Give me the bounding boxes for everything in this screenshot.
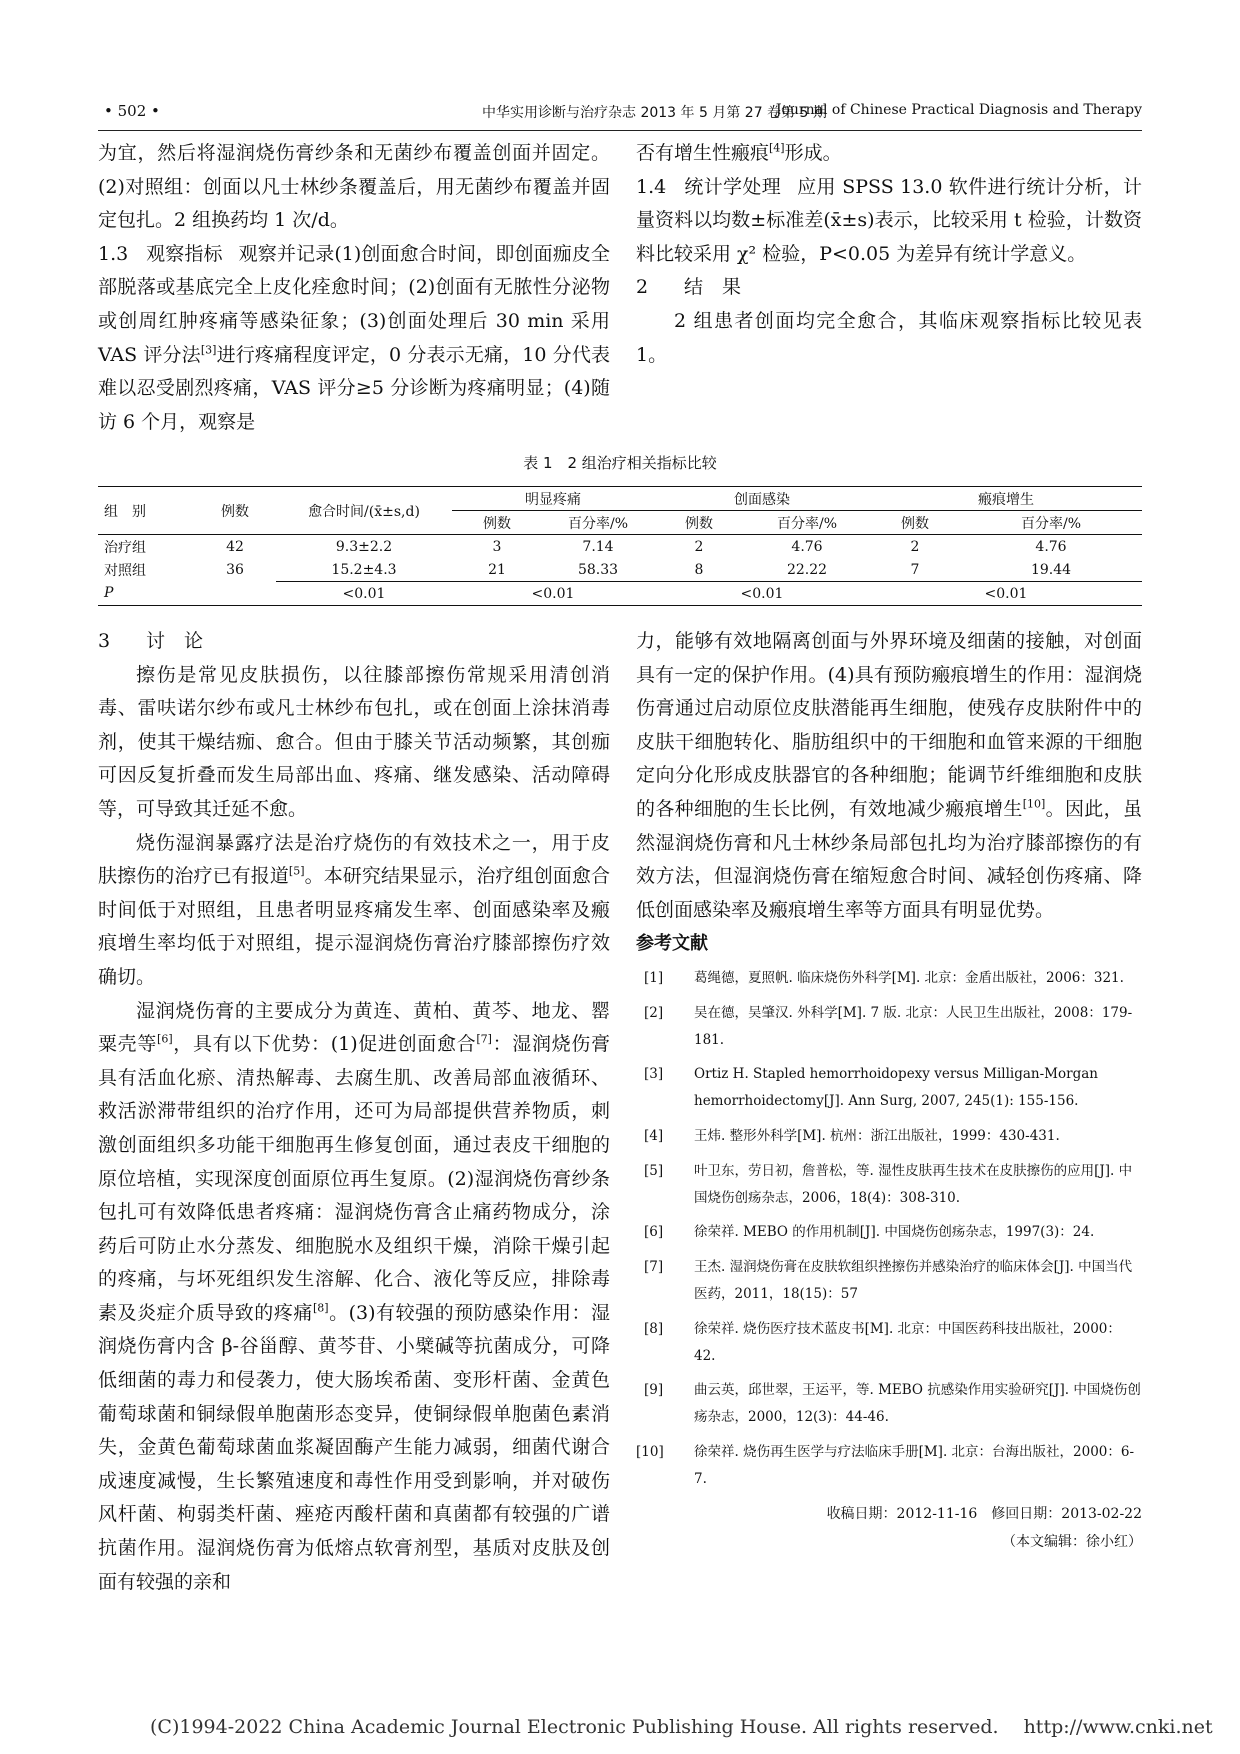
header-rule [98,130,1142,131]
table-title: 表 1 2 组治疗相关指标比较 [523,454,717,472]
results-paragraph: 2 组患者创面均完全愈合，其临床观察指标比较见表 1。 [636,309,1142,366]
header-n: 例数 [452,511,542,535]
reference-item: [2] 吴在德，吴肇汉. 外科学[M]. 7 版. 北京：人民卫生出版社，2008：179-181. [644,1004,1133,1048]
table-row: 治疗组 42 9.3±2.2 3 7.14 2 4.76 2 4.76 [104,538,1067,556]
citation: [7] [476,1032,492,1046]
section-2-heading [636,271,1142,305]
header-pct: 百分率/% [960,511,1142,535]
header-cases: 例数 [194,487,276,535]
citation: [8] [312,1301,329,1315]
page-number: • 502 • [104,102,160,120]
editor-note: （本文编辑：徐小红） [1002,1534,1142,1551]
section-title: 讨 论 [146,630,204,652]
citation: [3] [200,343,217,357]
reference-item: [3] Ortiz H. Stapled hemorrhoidopexy versus Milligan-Morgan hemorrhoidectomy[J]. Ann Surg, 2007, 245(1): 155-156. [644,1066,1098,1110]
reference-item: [9] 曲云英，邱世翠，王运平，等. MEBO 抗感染作用实验研究[J]. 中国烧伤创疡杂志，2000，12(3)：44-46. [644,1382,1141,1426]
section-number: 1.4 [636,175,667,198]
section-1-3: 1.3 观察指标 观察并记录(1)创面愈合时间，即创面痂皮全部脱落或基底完全上皮化痊愈时间；(2)创面有无脓性分泌物或创周红肿疼痛等感染征象；(3)创面处理后 30 min 采用 VAS 评分法[3]进行疼痛程度评定，0 分表示无痛，10 分代表难以忍受剧烈疼痛，VAS 评分≥5 分诊断为疼痛明显；(4)随访 6 个月，观察是 [98,238,610,440]
section-title: 观察指标 [146,242,223,265]
discussion-paragraph: 力，能够有效地隔离创面与外界环境及细菌的接触，对创面具有一定的保护作用。(4)具有预防瘢痕增生的作用：湿润烧伤膏通过启动原位皮肤潜能再生细胞，使残存皮肤附件中的皮肤干细胞转化、脂肪组织中的干细胞和血管来源的干细胞定向分化形成皮肤器官的各种细胞；能调节纤维细胞和皮肤的各种细胞的生长比例，有效地减少瘢痕增生[10]。因此，虽然湿润烧伤膏和凡士林纱条局部包扎均为治疗膝部擦伤的有效方法，但湿润烧伤膏在缩短愈合时间、减轻创伤疼痛、降低创面感染率及瘢痕增生率等方面具有明显优势。 [636,630,1142,921]
discussion-paragraph: 擦伤是常见皮肤损伤，以往膝部擦伤常规采用清创消毒、雷呋诺尔纱布或凡士林纱布包扎，或在创面上涂抹消毒剂，使其干燥结痂、愈合。但由于膝关节活动频繁，其创痂可因反复折叠而发生局部出血、疼痛、继发感染、活动障碍等，可导致其迁延不愈。 [98,663,610,820]
reference-item: [8] 徐荣祥. 烧伤医疗技术蓝皮书[M]. 北京：中国医药科技出版社，2000：42. [644,1320,1121,1364]
section-number: 1.3 [98,242,129,265]
reference-item: [1] 葛绳德，夏照帆. 临床烧伤外科学[M]. 北京：金盾出版社，2006：321. [644,969,1124,986]
header-pct: 百分率/% [744,511,870,535]
header-pain: 明显疼痛 [452,487,654,511]
header-infection: 创面感染 [654,487,870,511]
paragraph-scar: 否有增生性瘢痕[4]形成。 [636,141,842,164]
copyright-footer: (C)1994-2022 China Academic Journal Electronic Publishing House. All rights reserved. http://www.cnki.net [150,1716,1213,1738]
section-3-heading [98,625,610,659]
journal-title-cn: 中华实用诊断与治疗杂志 2013 年 5 月第 27 卷第 5 期 [482,105,827,121]
discussion-column-left [98,625,610,1599]
reference-list [636,965,1142,1493]
section-number: 2 [636,276,649,299]
citation: [6] [157,1032,173,1046]
reference-item: [6] 徐荣祥. MEBO 的作用机制[J]. 中国烧伤创疡杂志，1997(3)：24. [644,1224,1095,1241]
section-text: 应用 SPSS 13.0 软件进行统计分析，计量资料以均数±标准差(x̄±s)表示，比较采用 t 检验，计数资料比较采用 χ² 检验，P<0.05 为差异有统计学意义。 [636,175,1142,265]
discussion-paragraph: 湿润烧伤膏的主要成分为黄连、黄柏、黄芩、地龙、罂粟壳等[6]，具有以下优势：(1)促进创面愈合[7]：湿润烧伤膏具有活血化瘀、清热解毒、去腐生肌、改善局部血液循环、救活淤滞带组织的治疗作用，还可为局部提供营养物质，刺激创面组织多功能干细胞再生修复创面，通过表皮干细胞的原位培植，实现深度创面原位再生复原。(2)湿润烧伤膏纱条包扎可有效降低患者疼痛：湿润烧伤膏含止痛药物成分，涂药后可防止水分蒸发、细胞脱水及组织干燥，消除干燥引起的疼痛，与坏死组织发生溶解、化合、液化等反应，排除毒素及炎症介质导致的疼痛[8]。(3)有较强的预防感染作用：湿润烧伤膏内含 β-谷甾醇、黄芩苷、小檗碱等抗菌成分，可降低细菌的毒力和侵袭力，使大肠埃希菌、变形杆菌、金黄色葡萄球菌和铜绿假单胞菌形态变异，使铜绿假单胞菌色素消失，金黄色葡萄球菌血浆凝固酶产生能力减弱，细菌代谢合成速度减慢，生长繁殖速度和毒性作用受到影响，并对破伤风杆菌、枸弱类杆菌、痤疮丙酸杆菌和真菌都有较强的广谱抗菌作用。湿润烧伤膏为低熔点软膏剂型，基质对皮肤及创面有较强的亲和 [98,999,610,1593]
header-n: 例数 [654,511,744,535]
top-right-column [636,137,1142,372]
reference-item: [5] 叶卫东，劳日初，詹普松，等. 湿性皮肤再生技术在皮肤擦伤的应用[J]. 中国烧伤创疡杂志，2006，18(4)：308-310. [644,1162,1133,1206]
paragraph-groups: 为宜，然后将湿润烧伤膏纱条和无菌纱布覆盖创面并固定。(2)对照组：创面以凡士林纱条覆盖后，用无菌纱布覆盖并固定包扎。2 组换药均 1 次/d。 [98,142,610,232]
section-text: 观察并记录(1)创面愈合时间，即创面痂皮全部脱落或基底完全上皮化痊愈时间；(2)创面有无脓性分泌物或创周红肿疼痛等感染征象；(3)创面处理后 30 min 采用 VAS 评分法 [98,242,610,366]
reference-item: [4] 王炜. 整形外科学[M]. 杭州：浙江出版社，1999：430-431. [644,1127,1060,1144]
received-dates: 收稿日期：2012-11-16 修回日期：2013-02-22 [826,1506,1142,1523]
references-title: 参考文献 [636,933,708,955]
top-left-column [98,137,610,439]
comparison-table [98,486,1142,606]
reference-item: [7] 王杰. 湿润烧伤膏在皮肤软组织挫擦伤并感染治疗的临床体会[J]. 中国当代医药，2011，18(15)：57 [644,1259,1133,1302]
header-pct: 百分率/% [542,511,654,535]
citation: [10] [1022,797,1046,811]
section-number: 3 [98,630,111,652]
header-n: 例数 [870,511,960,535]
journal-title-en: Journal of Chinese Practical Diagnosis and Therapy [775,102,1142,118]
header-group: 组 别 [98,487,194,535]
running-header [98,100,1142,128]
table-row: 对照组 36 15.2±4.3 21 58.33 8 22.22 7 19.44 [104,561,1072,579]
discussion-paragraph: 烧伤湿润暴露疗法是治疗烧伤的有效技术之一，用于皮肤擦伤的治疗已有报道[5]。本研究结果显示，治疗组创面愈合时间低于对照组，且患者明显疼痛发生率、创面感染率及瘢痕增生率均低于对照组，提示湿润烧伤膏治疗膝部擦伤疗效确切。 [98,831,610,988]
citation: [5] [288,864,305,878]
section-1-4 [636,171,1142,272]
discussion-column-right [636,625,1142,1556]
reference-item: [10] 徐荣祥. 烧伤再生医学与疗法临床手册[M]. 北京：台海出版社，2000：6-7. [636,1443,1135,1487]
header-scar: 瘢痕增生 [870,487,1142,511]
header-healing-time: 愈合时间/(x̄±s,d) [276,487,452,535]
section-title: 结 果 [684,276,742,299]
table-row-p: P <0.01 <0.01 <0.01 <0.01 [98,582,1142,606]
citation: [4] [769,141,785,155]
section-title: 统计学处理 [684,175,782,198]
